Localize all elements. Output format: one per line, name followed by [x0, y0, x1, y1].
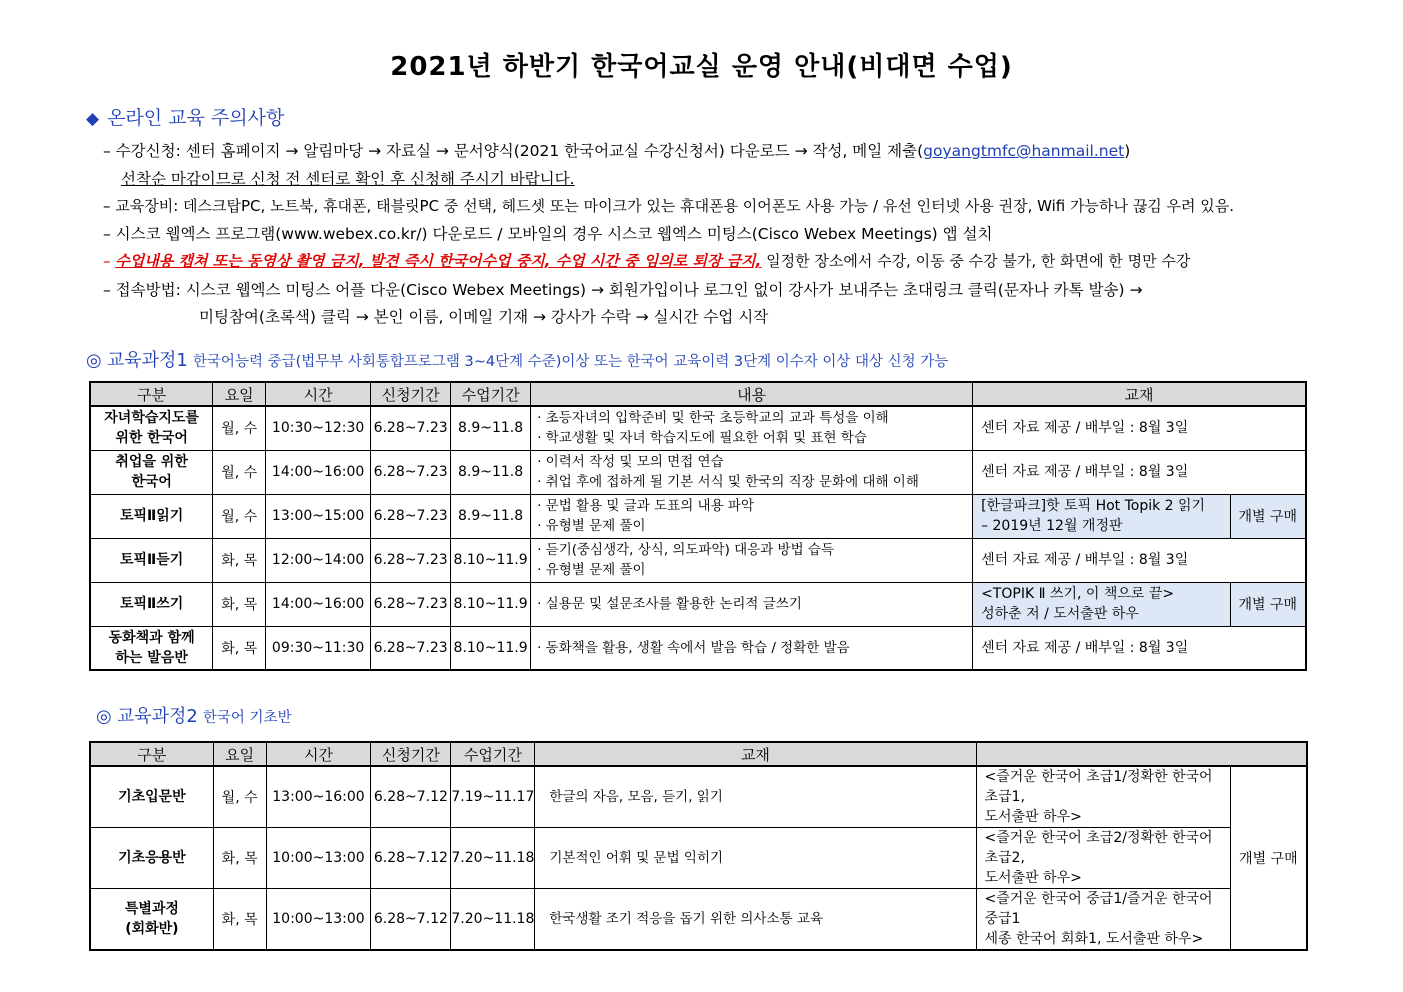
table-row: 토픽Ⅱ듣기 화, 목 12:00~14:00 6.28~7.23 8.10~11.9 · 듣기(중심생각, 상식, 의도파악) 대응과 방법 습득 · 유형별 문제 풀이 센터 자료 제공 / 배부일 : 8월 3일 — [90, 538, 1306, 582]
diamond-icon: ◆ — [86, 109, 100, 129]
table-row: 취업을 위한 한국어 월, 수 14:00~16:00 6.28~7.23 8.9~11.8 · 이력서 작성 및 모의 면접 연습 · 취업 후에 접하게 될 기본 서식 및 한국의 직장 문화에 대해 이해 센터 자료 제공 / 배부일 : 8월 3일 — [90, 450, 1306, 494]
course1-table — [89, 381, 1307, 671]
table-row: 특별과정 (회화반) 화, 목 10:00~13:00 6.28~7.12 7.20~11.18 한국생활 조기 적응을 돕기 위한 의사소통 교육 <즐거운 한국어 중급1/즐거운 한국어 중급1 세종 한국어 회화1, 도서출판 하우> — [90, 889, 1307, 951]
registration-note: 선착순 마감이므로 신청 전 센터로 확인 후 신청해 주시기 바랍니다. — [121, 170, 575, 188]
warning-line: – 수업내용 캡쳐 또는 동영상 촬영 금지, 발견 즉시 한국어수업 중지, 수업 시간 중 임의로 퇴장 금지, 일정한 장소에서 수강, 이동 중 수강 불가, 한 화면에 한 명만 수강 — [103, 252, 1191, 270]
circle-mark-icon: ◎ — [86, 350, 102, 371]
table-row: 동화책과 함께 하는 발음반 화, 목 09:30~11:30 6.28~7.23 8.10~11.9 · 동화책을 활용, 생활 속에서 발음 학습 / 정확한 발음 센터 자료 제공 / 배부일 : 8월 3일 — [90, 626, 1306, 670]
circle-mark-icon: ◎ — [96, 706, 112, 727]
warning-text: 수업내용 캡쳐 또는 동영상 촬영 금지, 발견 즉시 한국어수업 중지, 수업 시간 중 임의로 퇴장 금지, — [115, 252, 762, 270]
table-row: 자녀학습지도를 위한 한국어 월, 수 10:30~12:30 6.28~7.23 8.9~11.8 · 초등자녀의 입학준비 및 한국 초등학교의 교과 특성을 이해 · 학교생활 및 자녀 학습지도에 필요한 어휘 및 표현 학습 센터 자료 제공 / 배부일 : 8월 3일 — [90, 406, 1306, 450]
course2-header-row: 구분 요일 시간 신청기간 수업기간 교재 — [90, 742, 1307, 766]
page-title: 2021년 하반기 한국어교실 운영 안내(비대면 수업) — [390, 52, 1013, 82]
table-row: 토픽Ⅱ쓰기 화, 목 14:00~16:00 6.28~7.23 8.10~11.9 · 실용문 및 설문조사를 활용한 논리적 글쓰기 <TOPIK Ⅱ 쓰기, 이 책으로 끝> 성하춘 저 / 도서출판 하우 개별 구매 — [90, 582, 1306, 626]
registration-line: – 수강신청: 센터 홈페이지 → 알림마당 → 자료실 → 문서양식(2021 한국어교실 수강신청서) 다운로드 → 작성, 메일 제출(goyangtmfc@hanmail.net) — [103, 142, 1131, 160]
course1-header-row: 구분 요일 시간 신청기간 수업기간 내용 교재 — [90, 382, 1306, 406]
table-row: 기초입문반 월, 수 13:00~16:00 6.28~7.12 7.19~11.17 한글의 자음, 모음, 듣기, 읽기 <즐거운 한국어 초급1/정확한 한국어 초급1, 도서출판 하우> 개별 구매 — [90, 766, 1307, 828]
notice-heading — [86, 103, 284, 130]
equipment-line: – 교육장비: 데스크탑PC, 노트북, 휴대폰, 태블릿PC 중 선택, 헤드셋 또는 마이크가 있는 휴대폰용 이어폰도 사용 가능 / 유선 인터넷 사용 권장, Wifi 가능하나 끊김 우려 있음. — [103, 197, 1234, 215]
access-line-2: 미팅참여(초록색) 클릭 → 본인 이름, 이메일 기재 → 강사가 수락 → 실시간 수업 시작 — [199, 308, 769, 326]
notice-heading-text: 온라인 교육 주의사항 — [107, 107, 285, 129]
program-line: – 시스코 웹엑스 프로그램(www.webex.co.kr/) 다운로드 / 모바일의 경우 시스코 웹엑스 미팅스(Cisco Webex Meetings) 앱 설치 — [103, 225, 993, 243]
table-row: 기초응용반 화, 목 10:00~13:00 6.28~7.12 7.20~11.18 기본적인 어휘 및 문법 익히기 <즐거운 한국어 초급2/정확한 한국어 초급2, 도서출판 하우> — [90, 828, 1307, 889]
course2-heading: ◎ 교육과정2 한국어 기초반 — [96, 706, 292, 727]
course1-heading: ◎ 교육과정1 한국어능력 중급(법무부 사회통합프로그램 3~4단계 수준)이상 또는 한국어 교육이력 3단계 이수자 이상 대상 신청 가능 — [86, 350, 949, 371]
email-link[interactable]: goyangtmfc@hanmail.net — [923, 142, 1125, 160]
course2-table — [89, 741, 1308, 951]
access-line-1: – 접속방법: 시스코 웹엑스 미팅스 어플 다운(Cisco Webex Meetings) → 회원가입이나 로그인 없이 강사가 보내주는 초대링크 클릭(문자나 카톡 발송) → — [103, 281, 1143, 299]
table-row: 토픽Ⅱ읽기 월, 수 13:00~15:00 6.28~7.23 8.9~11.8 · 문법 활용 및 글과 도표의 내용 파악 · 유형별 문제 풀이 [한글파크]핫 토픽 Hot Topik 2 읽기 – 2019년 12월 개정판 개별 구매 — [90, 494, 1306, 538]
